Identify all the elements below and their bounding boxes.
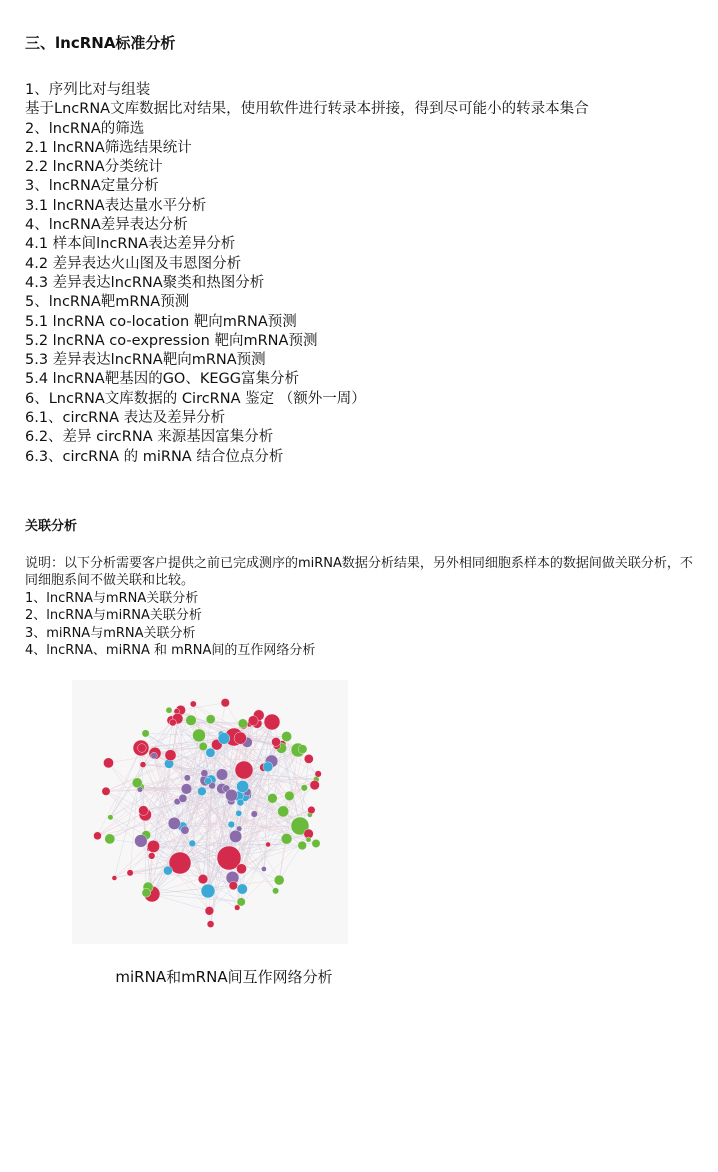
outline-item: 2.2 lncRNA分类统计 bbox=[25, 159, 163, 176]
network-node bbox=[298, 841, 307, 850]
network-node bbox=[306, 837, 311, 842]
network-node bbox=[237, 799, 244, 806]
network-node bbox=[266, 842, 271, 847]
network-node bbox=[139, 806, 149, 816]
network-node bbox=[108, 815, 113, 820]
network-node bbox=[102, 787, 110, 795]
network-node bbox=[140, 762, 146, 768]
network-node bbox=[190, 701, 196, 707]
network-node bbox=[166, 707, 172, 713]
network-node bbox=[132, 778, 142, 788]
network-node bbox=[169, 719, 176, 726]
analysis-outline bbox=[25, 81, 705, 467]
network-node bbox=[263, 762, 273, 772]
network-node bbox=[135, 835, 148, 848]
network-node bbox=[206, 715, 215, 724]
network-node bbox=[142, 730, 149, 737]
network-edge bbox=[181, 703, 226, 710]
network-node bbox=[218, 733, 230, 745]
outline-item: 4.2 差异表达火山图及韦恩图分析 bbox=[25, 255, 242, 272]
outline-item: 5、lncRNA靶mRNA预测 bbox=[25, 294, 190, 311]
outline-item: 3、lncRNA定量分析 bbox=[25, 178, 159, 195]
network-node bbox=[147, 840, 159, 852]
outline-item: 5.4 lncRNA靶基因的GO、KEGG富集分析 bbox=[25, 371, 299, 388]
network-node bbox=[234, 732, 246, 744]
network-node bbox=[165, 750, 176, 761]
network-node bbox=[304, 754, 313, 763]
network-node bbox=[228, 821, 235, 828]
network-node bbox=[272, 888, 278, 894]
network-node bbox=[285, 791, 295, 801]
network-node bbox=[105, 834, 115, 844]
network-node bbox=[207, 921, 214, 928]
network-node bbox=[184, 775, 190, 781]
network-node bbox=[229, 830, 241, 842]
network-node bbox=[127, 870, 133, 876]
network-nodes bbox=[94, 698, 322, 927]
network-node bbox=[272, 737, 281, 746]
network-node bbox=[142, 888, 151, 897]
interaction-network-figure bbox=[72, 680, 348, 944]
network-node bbox=[310, 780, 320, 790]
network-node bbox=[274, 875, 284, 885]
network-node bbox=[193, 729, 206, 742]
network-node bbox=[308, 806, 316, 814]
network-node bbox=[168, 817, 180, 829]
network-node bbox=[235, 761, 253, 779]
network-node bbox=[186, 715, 197, 726]
outline-item: 2、lncRNA的筛选 bbox=[25, 120, 145, 137]
network-node bbox=[148, 853, 155, 860]
network-node bbox=[206, 748, 215, 757]
network-node bbox=[199, 742, 207, 750]
network-node bbox=[312, 839, 320, 847]
network-node bbox=[151, 752, 158, 759]
outline-item: 5.3 差异表达lncRNA靶向mRNA预测 bbox=[25, 352, 266, 369]
outline-item: 6、LncRNA文库数据的 CircRNA 鉴定 （额外一周） bbox=[25, 390, 366, 407]
network-node bbox=[189, 840, 196, 847]
network-node bbox=[216, 769, 228, 781]
network-node bbox=[201, 884, 215, 898]
network-node bbox=[103, 758, 113, 768]
network-node bbox=[236, 810, 242, 816]
outline-item: 4、lncRNA差异表达分析 bbox=[25, 217, 188, 234]
outline-item: 6.1、circRNA 表达及差异分析 bbox=[25, 410, 226, 427]
network-node bbox=[181, 826, 189, 834]
network-node bbox=[282, 731, 292, 741]
network-node bbox=[163, 866, 172, 875]
network-node bbox=[301, 785, 308, 792]
outline-item: 5.2 lncRNA co-expression 靶向mRNA预测 bbox=[25, 332, 318, 349]
network-node bbox=[315, 771, 322, 778]
outline-item: 2.1 lncRNA筛选结果统计 bbox=[25, 139, 192, 156]
network-node bbox=[225, 789, 237, 801]
network-node bbox=[237, 898, 245, 906]
outline-item: 3.1 lncRNA表达量水平分析 bbox=[25, 197, 207, 214]
network-node bbox=[298, 745, 307, 754]
network-node bbox=[112, 876, 117, 881]
network-node bbox=[237, 780, 249, 792]
association-item: 1、lncRNA与mRNA关联分析 bbox=[25, 590, 199, 606]
network-node bbox=[278, 806, 289, 817]
network-node bbox=[181, 784, 192, 795]
outline-item: 4.1 样本间lncRNA表达差异分析 bbox=[25, 236, 236, 253]
network-node bbox=[238, 719, 247, 728]
outline-item: 6.2、差异 circRNA 来源基因富集分析 bbox=[25, 429, 274, 446]
network-node bbox=[221, 698, 230, 707]
network-node bbox=[179, 794, 187, 802]
network-node bbox=[236, 864, 246, 874]
network-node bbox=[229, 881, 238, 890]
outline-item: 6.3、circRNA 的 miRNA 结合位点分析 bbox=[25, 448, 284, 465]
association-item: 4、lncRNA、miRNA 和 mRNA间的互作网络分析 bbox=[25, 642, 316, 658]
network-node bbox=[251, 811, 258, 818]
outline-item: 5.1 lncRNA co-location 靶向mRNA预测 bbox=[25, 313, 297, 330]
network-node bbox=[281, 833, 292, 844]
network-node bbox=[138, 744, 147, 753]
network-node bbox=[201, 770, 208, 777]
outline-item: 4.3 差异表达lncRNA聚类和热图分析 bbox=[25, 274, 265, 291]
network-node bbox=[94, 832, 102, 840]
network-node bbox=[205, 906, 214, 915]
network-node bbox=[198, 874, 208, 884]
section-title: 三、lncRNA标准分析 bbox=[25, 34, 176, 52]
association-note: 说明：以下分析需要客户提供之前已完成测序的miRNA数据分析结果，另外相同细胞系样本的数据间做关联分析，不同细胞系间不做关联和比较。 bbox=[25, 556, 693, 589]
association-title: 关联分析 bbox=[25, 519, 78, 534]
association-section bbox=[25, 555, 695, 659]
outline-item: 1、序列比对与组装 bbox=[25, 82, 151, 98]
network-node bbox=[237, 884, 247, 894]
network-node bbox=[248, 716, 258, 726]
network-edge bbox=[152, 710, 181, 856]
network-node bbox=[268, 793, 278, 803]
association-item: 3、miRNA与mRNA关联分析 bbox=[25, 625, 196, 641]
network-node bbox=[261, 866, 266, 871]
network-node bbox=[198, 787, 207, 796]
network-node bbox=[264, 714, 280, 730]
network-node bbox=[205, 778, 212, 785]
outline-item: 基于LncRNA文库数据比对结果，使用软件进行转录本拼接，得到尽可能小的转录本集合 bbox=[25, 101, 589, 118]
figure-caption: miRNA和mRNA间互作网络分析 bbox=[115, 968, 333, 986]
association-item: 2、lncRNA与miRNA关联分析 bbox=[25, 608, 202, 624]
